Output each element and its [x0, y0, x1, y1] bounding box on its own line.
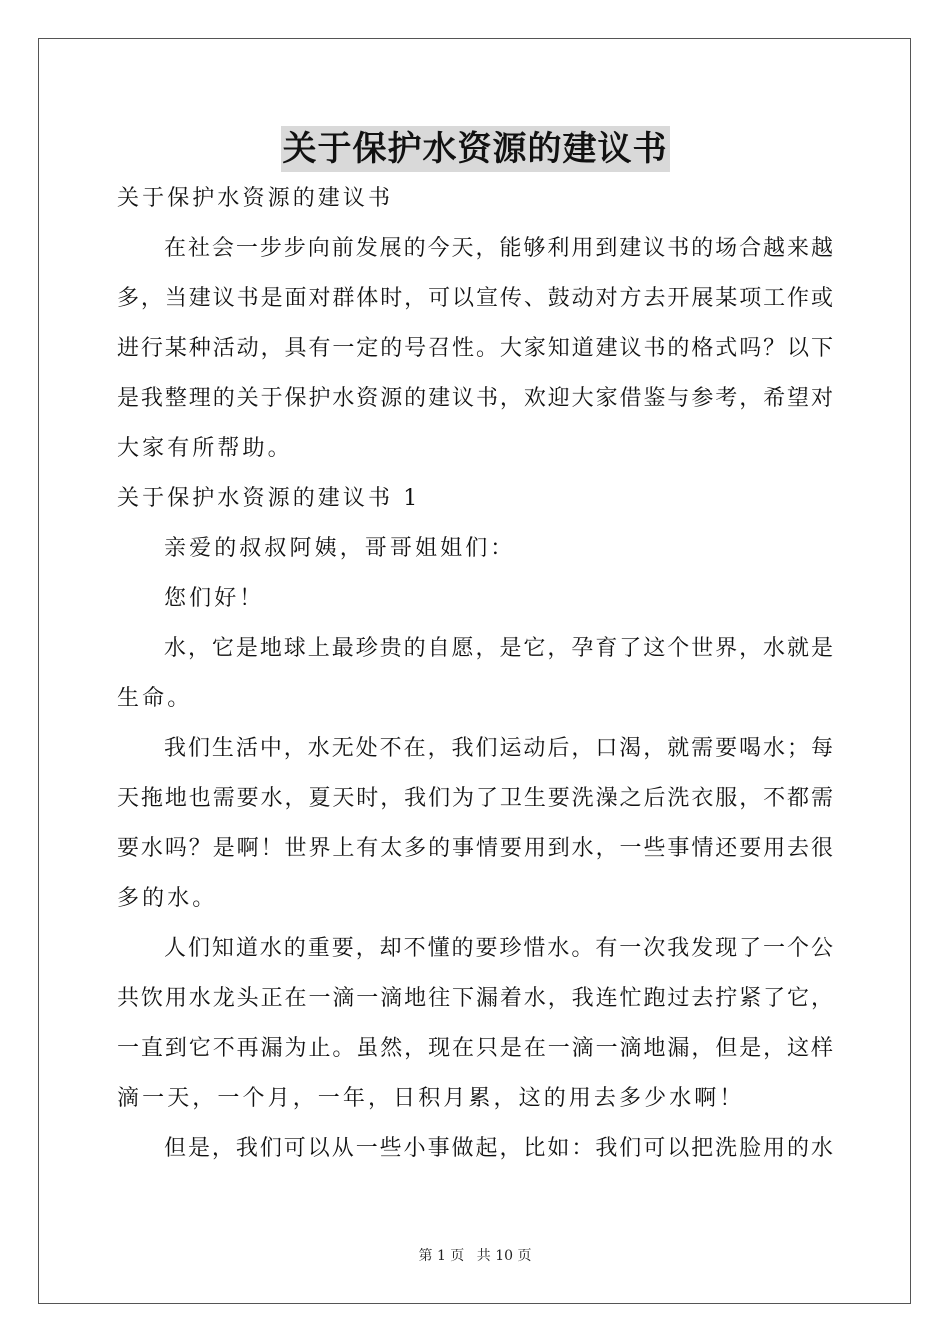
page-number: 第 1 页 — [418, 1248, 465, 1264]
paragraph-line: 天拖地也需要水，夏天时，我们为了卫生要洗澡之后洗衣服，不都需 — [117, 786, 833, 811]
paragraph-line: 多的水。 — [117, 886, 218, 911]
paragraph-line: 多，当建议书是面对群体时，可以宣传、鼓动对方去开展某项工作或 — [117, 286, 833, 311]
page-total: 共 10 页 — [476, 1248, 532, 1264]
document-title: 关于保护水资源的建议书 — [281, 126, 670, 172]
paragraph-line: 水，它是地球上最珍贵的自愿，是它，孕育了这个世界，水就是 — [164, 636, 833, 661]
greeting-line: 您们好！ — [164, 586, 265, 611]
paragraph-line: 是我整理的关于保护水资源的建议书，欢迎大家借鉴与参考，希望对 — [117, 386, 833, 411]
paragraph-line: 在社会一步步向前发展的今天，能够利用到建议书的场合越来越 — [164, 236, 833, 261]
section-heading: 关于保护水资源的建议书 1 — [117, 486, 421, 511]
paragraph-line: 人们知道水的重要，却不懂的要珍惜水。有一次我发现了一个公 — [164, 936, 833, 961]
paragraph-line: 一直到它不再漏为止。虽然，现在只是在一滴一滴地漏，但是，这样 — [117, 1036, 833, 1061]
paragraph-line: 但是，我们可以从一些小事做起，比如：我们可以把洗脸用的水 — [164, 1136, 833, 1161]
paragraph-line: 我们生活中，水无处不在，我们运动后，口渴，就需要喝水；每 — [164, 736, 833, 761]
greeting-line: 亲爱的叔叔阿姨，哥哥姐姐们： — [164, 536, 516, 561]
paragraph-line: 进行某种活动，具有一定的号召性。大家知道建议书的格式吗？以下 — [117, 336, 833, 361]
paragraph-line: 大家有所帮助。 — [117, 436, 293, 461]
page-border — [38, 38, 911, 1304]
paragraph-line: 生命。 — [117, 686, 193, 711]
document-subtitle: 关于保护水资源的建议书 — [117, 186, 394, 211]
paragraph-line: 滴一天，一个月，一年，日积月累，这的用去多少水啊！ — [117, 1086, 745, 1111]
paragraph-line: 共饮用水龙头正在一滴一滴地往下漏着水，我连忙跑过去拧紧了它， — [117, 986, 833, 1011]
page-footer — [0, 1246, 950, 1266]
paragraph-line: 要水吗？是啊！世界上有太多的事情要用到水，一些事情还要用去很 — [117, 836, 833, 861]
title-wrapper — [0, 126, 950, 172]
